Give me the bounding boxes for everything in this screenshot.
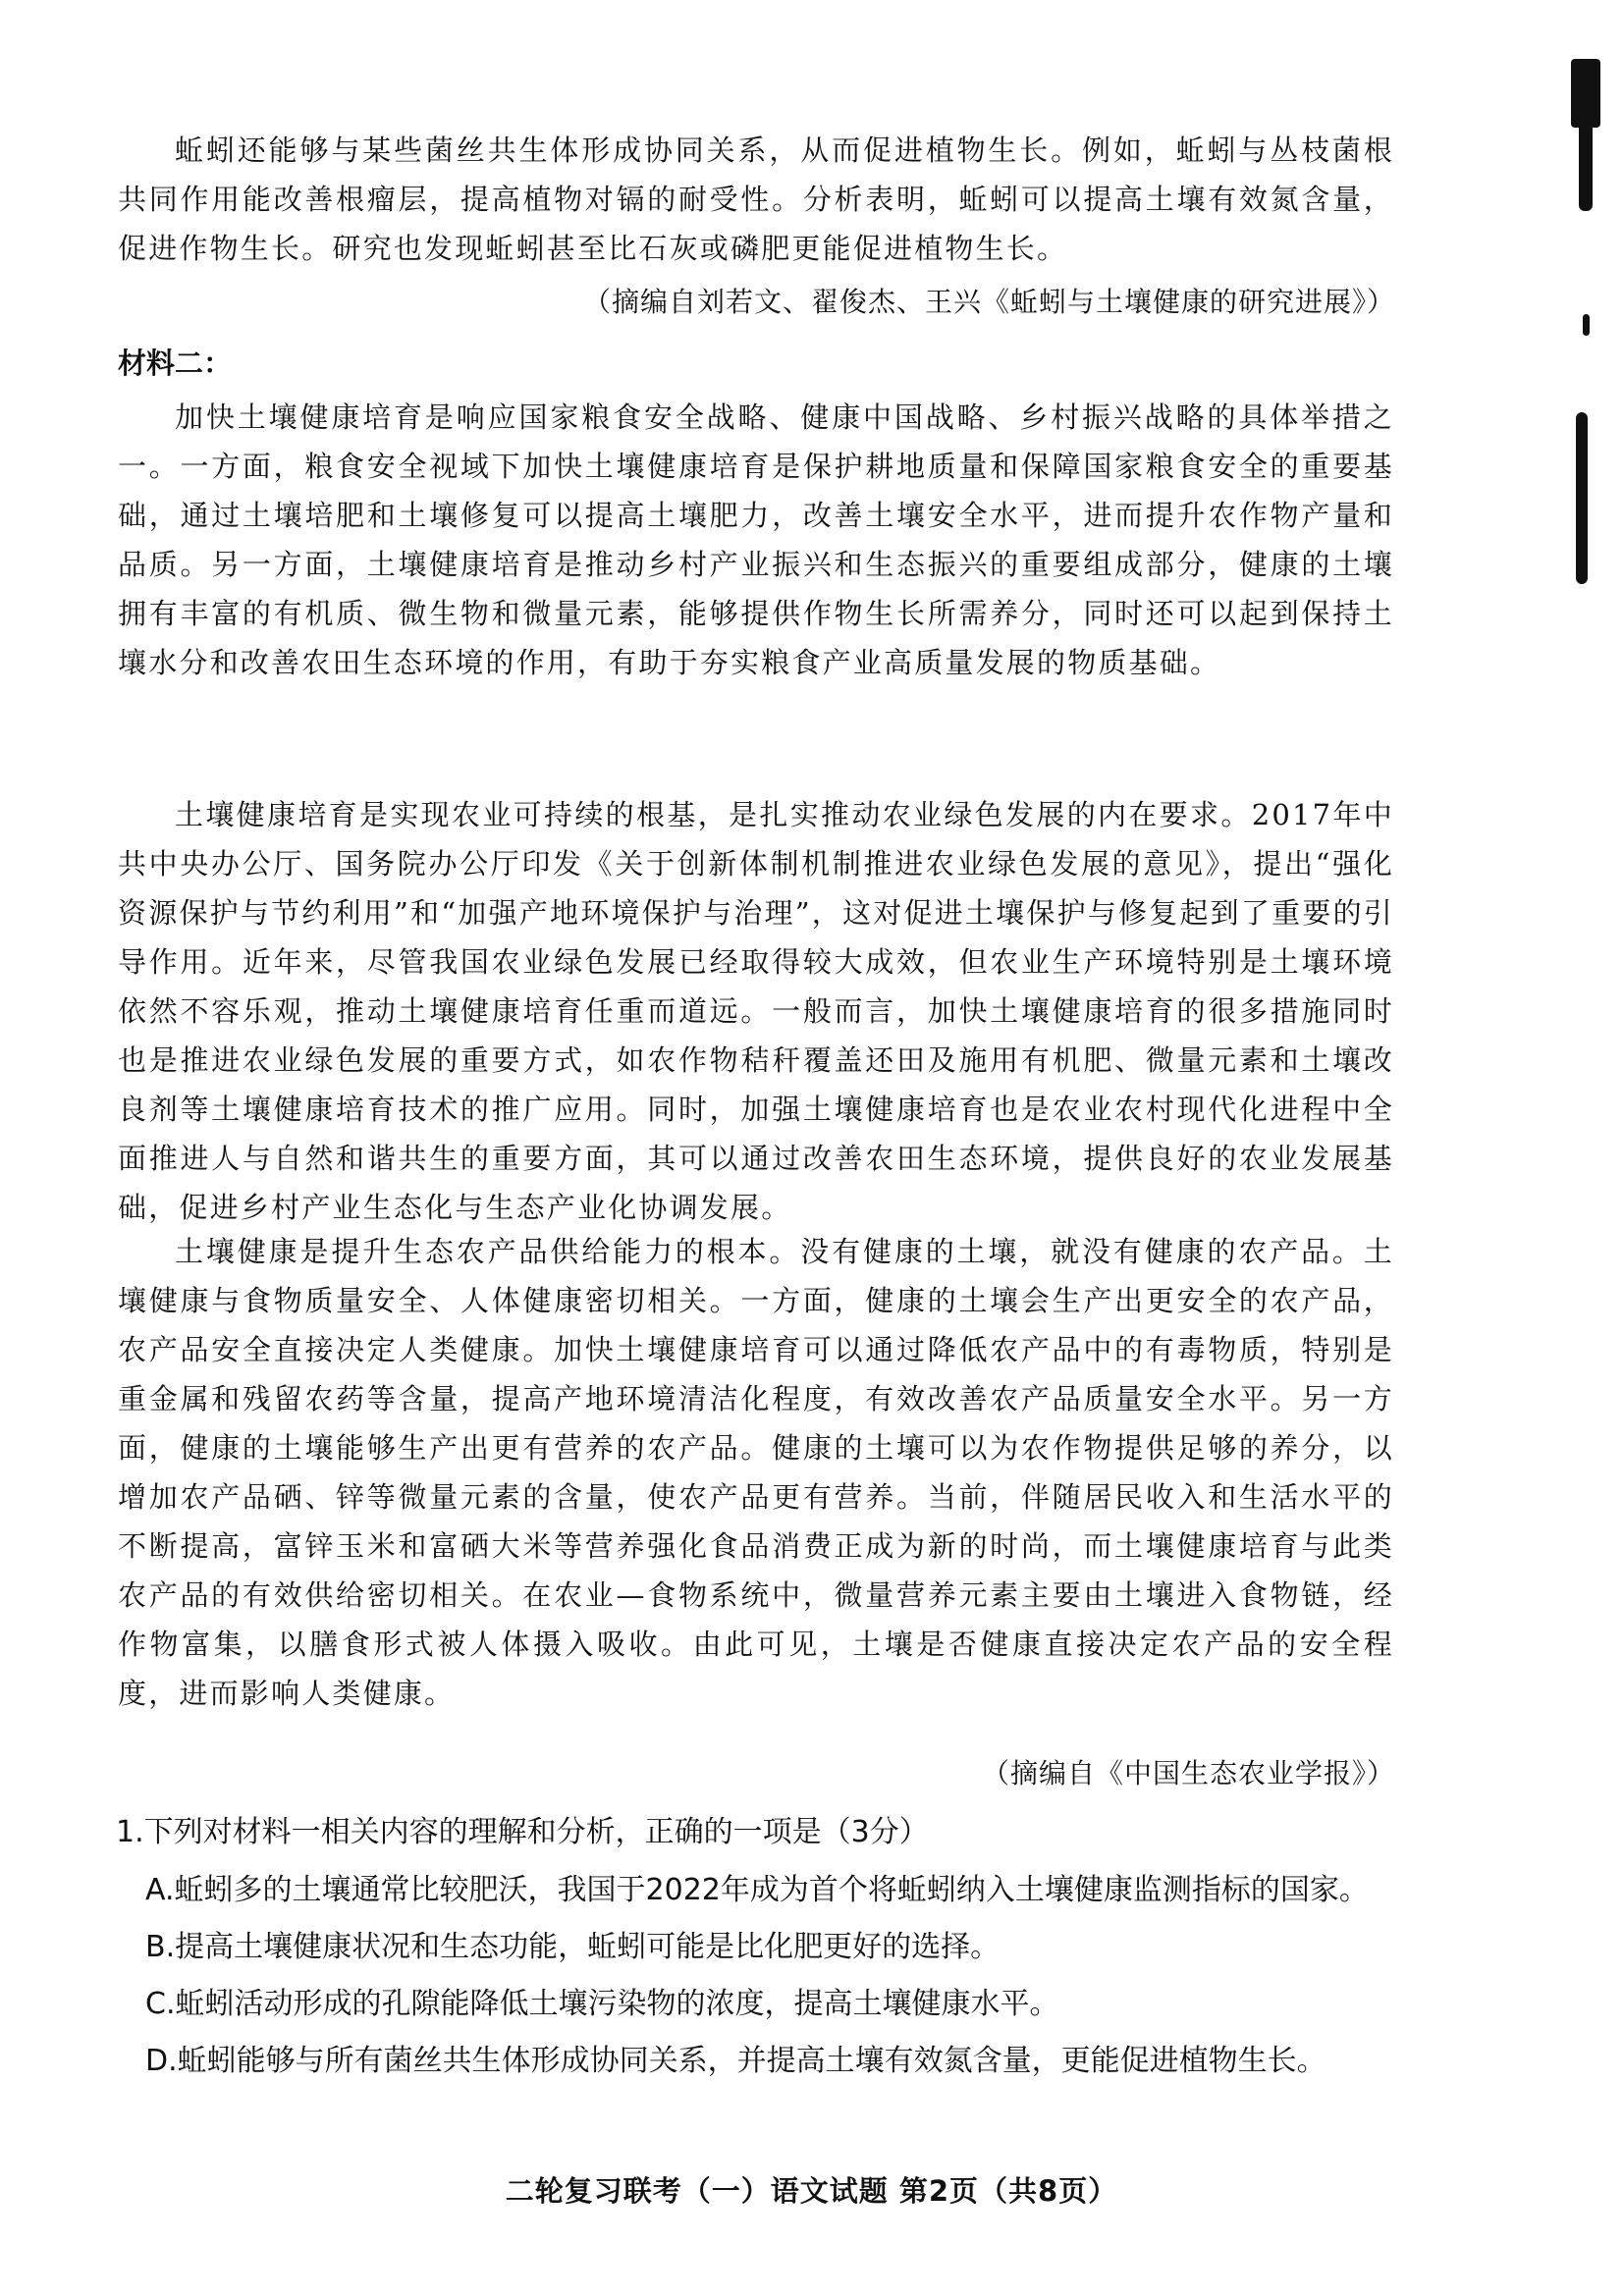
option-c: C.蚯蚓活动形成的孔隙能降低土壤污染物的浓度，提高土壤健康水平。 [145,1987,1059,2021]
page-footer: 二轮复习联考（一）语文试题 第2页（共8页） [505,2174,1118,2208]
material2-source: （摘编自《中国生态农业学报》） [981,1757,1395,1789]
scan-edge-mark [1576,412,1588,584]
scan-edge-mark [1579,118,1593,211]
option-a: A.蚯蚓多的土壤通常比较肥沃，我国于2022年成为首个将蚯蚓纳入土壤健康监测指标的国家。 [145,1873,1369,1907]
material2-paragraph-2: 土壤健康培育是实现农业可持续的根基，是扎实推动农业绿色发展的内在要求。2017年中共中央办公厅、国务院办公厅印发《关于创新体制机制推进农业绿色发展的意见》，提出“强化资源保护与节约利用”和“加强产地环境保护与治理”，这对促进土壤保护与修复起到了重要的引导作用。近年来，尽管我国农业绿色发展已经取得较大成效，但农业生产环境特别是土壤环境依然不容乐观，推动土壤健康培育任重而道远。一般而言，加快土壤健康培育的很多措施同时也是推进农业绿色发展的重要方式，如农作物秸秆覆盖还田及施用有机肥、微量元素和土壤改良剂等土壤健康培育技术的推广应用。同时，加强土壤健康培育也是农业农村现代化进程中全面推进人与自然和谐共生的重要方面，其可以通过改善农田生态环境，提供良好的农业发展基础，促进乡村产业生态化与生态产业化协调发展。 [118,798,1394,1224]
question-stem: 1.下列对材料一相关内容的理解和分析，正确的一项是（3分） [116,1815,929,1849]
option-b: B.提高土壤健康状况和生态功能，蚯蚓可能是比化肥更好的选择。 [145,1930,1001,1964]
material2-paragraph-3: 土壤健康是提升生态农产品供给能力的根本。没有健康的土壤，就没有健康的农产品。土壤健康与食物质量安全、人体健康密切相关。一方面，健康的土壤会生产出更安全的农产品，农产品安全直接决定人类健康。加快土壤健康培育可以通过降低农产品中的有毒物质，特别是重金属和残留农药等含量，提高产地环境清洁化程度，有效改善农产品质量安全水平。另一方面，健康的土壤能够生产出更有营养的农产品。健康的土壤可以为农作物提供足够的养分，以增加农产品硒、锌等微量元素的含量，使农产品更有营养。当前，伴随居民收入和生活水平的不断提高，富锌玉米和富硒大米等营养强化食品消费正成为新的时尚，而土壤健康培育与此类农产品的有效供给密切相关。在农业—食物系统中，微量营养元素主要由土壤进入食物链，经作物富集，以膳食形式被人体摄入吸收。由此可见，土壤是否健康直接决定农产品的安全程度，进而影响人类健康。 [118,1235,1394,1710]
material1-paragraph: 蚯蚓还能够与某些菌丝共生体形成协同关系，从而促进植物生长。例如，蚯蚓与丛枝菌根共同作用能改善根瘤层，提高植物对镉的耐受性。分析表明，蚯蚓可以提高土壤有效氮含量，促进作物生长。研究也发现蚯蚓甚至比石灰或磷肥更能促进植物生长。 [118,133,1394,265]
material1-source: （摘编自刘若文、翟俊杰、王兴《蚯蚓与土壤健康的研究进展》） [582,286,1395,318]
material2-heading: 材料二： [118,347,233,380]
scan-edge-mark [1583,314,1590,336]
material2-paragraph-1: 加快土壤健康培育是响应国家粮食安全战略、健康中国战略、乡村振兴战略的具体举措之一。一方面，粮食安全视域下加快土壤健康培育是保护耕地质量和保障国家粮食安全的重要基础，通过土壤培肥和土壤修复可以提高土壤肥力，改善土壤安全水平，进而提升农作物产量和品质。另一方面，土壤健康培育是推动乡村产业振兴和生态振兴的重要组成部分，健康的土壤拥有丰富的有机质、微生物和微量元素，能够提供作物生长所需养分，同时还可以起到保持土壤水分和改善农田生态环境的作用，有助于夯实粮食产业高质量发展的物质基础。 [118,400,1394,679]
option-d: D.蚯蚓能够与所有菌丝共生体形成协同关系，并提高土壤有效氮含量，更能促进植物生长。 [145,2044,1326,2078]
